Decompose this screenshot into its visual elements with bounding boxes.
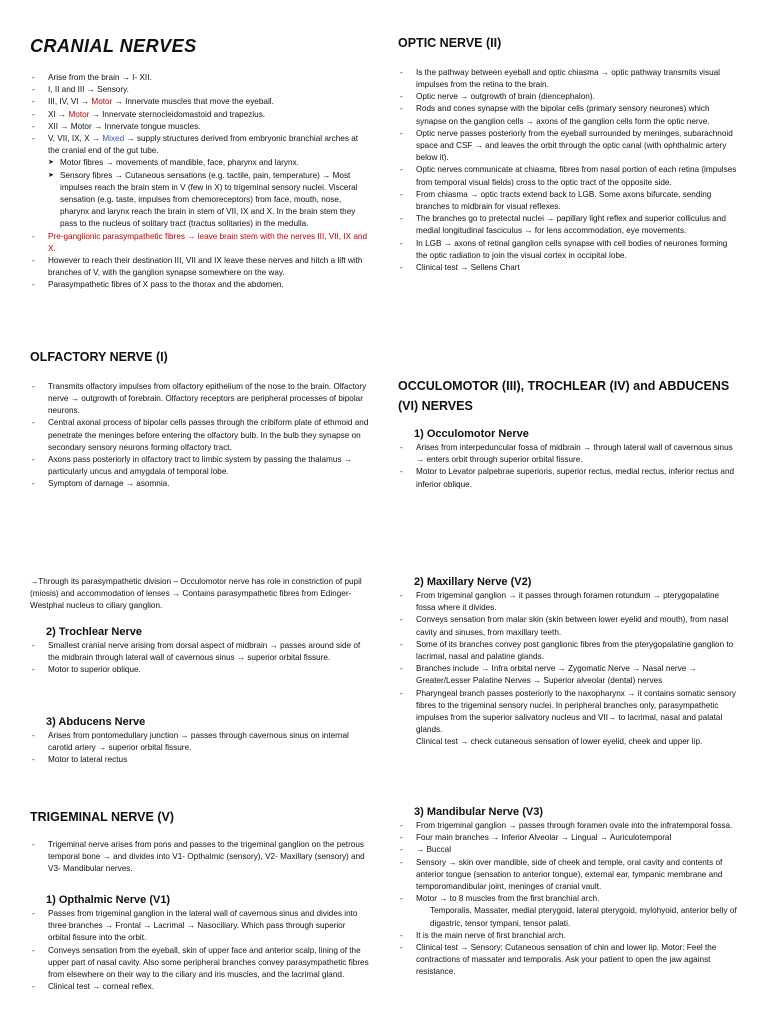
- list-item: - Four main branches → Inferior Alveolar → Lingual → Auriculotemporal: [398, 832, 738, 844]
- list-item: - Smallest cranial nerve arising from dorsal aspect of midbrain → passes around side of the midbrain through lateral wall of cavernous sinus → superior orbital fissure.: [30, 640, 370, 664]
- list-item: - Sensory → skin over mandible, side of cheek and temple, oral cavity and contents of anterior tongue (sensation to anterior tongue), external ear, tympanic membrane and temporomandibular joint, meninges of cranial vault.: [398, 857, 738, 894]
- list-item: - → Buccal: [398, 844, 738, 856]
- intro-list: [30, 72, 370, 157]
- olfactory-section: [30, 348, 370, 491]
- subsection-heading: 2) Trochlear Nerve: [46, 626, 142, 638]
- section-heading: OLFACTORY NERVE (I): [30, 350, 168, 364]
- subsection-heading: 1) Occulomotor Nerve: [414, 428, 529, 440]
- list-item: - In LGB → axons of retinal ganglion cells synapse with cell bodies of neurones forming the optic radiation to join the visual cortex in occipital lobe.: [398, 238, 738, 262]
- section-heading: TRIGEMINAL NERVE (V): [30, 810, 174, 824]
- list-item: - Some of its branches convey post ganglionic fibres from the pterygopalatine ganglion to lacrimal, nasal and palatine glands.: [398, 639, 738, 663]
- list-item: - Optic nerves communicate at chiasma, fibres from nasal portion of each retina (impulses from temporal visual fields) cross to the optic tract of the opposite side.: [398, 164, 738, 188]
- list-item: - Optic nerve → outgrowth of brain (diencephalon).: [398, 91, 738, 103]
- list-item: - Axons pass posteriorly in olfactory tract to limbic system by passing the thalamus → particularly uncus and amygdala of temporal lobe.: [30, 454, 370, 478]
- occulomotor-group-section: [398, 376, 738, 416]
- mandibular-list-cont: [398, 930, 738, 979]
- list-item: - Clinical test → Sensory: Cutaneous sensation of chin and lower lip. Motor: Feel the contractions of massater and temporalis. Ask your patient to open the jaw against resistance.: [398, 942, 738, 979]
- list-item: - Motor to superior oblique.: [30, 664, 370, 676]
- list-item: - Pre-ganglionic parasympathetic fibres → leave brain stem with the nerves III, VII, IX and X.: [30, 231, 370, 255]
- list-item: - Optic nerve passes posteriorly from the eyeball surrounded by meninges, subarachnoid space and CSF → and leaves the orbit through the optic canal (with ophthalmic artery below it).: [398, 128, 738, 165]
- optic-list: [398, 67, 738, 274]
- list-item: - From chiasma → optic tracts extend back to LGB. Some axons bifurcate, sending branches to midbrain for visual reflexes.: [398, 189, 738, 213]
- list-item: - III, IV, VI → Motor → Innervate muscles that move the eyeball.: [30, 96, 370, 108]
- list-item: - Motor to lateral rectus: [30, 754, 370, 766]
- list-item: - Symptom of damage → asomnia.: [30, 478, 370, 490]
- intro-list-cont: [30, 231, 370, 292]
- subsection-heading: 3) Mandibular Nerve (V3): [414, 806, 543, 818]
- list-item: - Arises from pontomedullary junction → passes through cavernous sinus on internal carotid artery → superior orbital fissure.: [30, 730, 370, 754]
- subsection-heading: 3) Abducens Nerve: [46, 716, 146, 728]
- list-item: - Motor to Levator palpebrae superioris, superior rectus, medial rectus, inferior rectus and inferior oblique.: [398, 466, 738, 490]
- maxillary-list: [398, 590, 738, 736]
- mixed-label: Mixed: [102, 134, 125, 144]
- trochlear-list: [30, 640, 370, 677]
- list-item: - The branches go to pretectal nuclei → papillary light reflex and superior colliculus and medial longitudinal fasciculus → for lens accommodation, eye movements.: [398, 213, 738, 237]
- list-item: - Clinical test → Sellens Chart: [398, 262, 738, 274]
- paragraph: →Through its parasympathetic division – Occulomotor nerve has role in constriction of pupil (miosis) and accommodation of lenses → Contains parasympathetic fibres from Edinger-Westphal nucleus to ciliary ganglion.: [30, 577, 362, 611]
- list-item: ➤ Sensory fibres → Cutaneous sensations (e.g. tactile, pain, temperature) → Most impulses reach the brain stem in V (few in X) to trigeminal sensory nuclei. Visceral sensation (e.g. taste, impulses from chemoreceptors) from face, mouth, nose, pharynx and larynx reach the brain in stem of VII, IX and X. In the brain stem they pass to the nucleus of solitary tract (tractus solitaries) in the medulla.: [30, 170, 370, 231]
- oculo-para-section: [30, 576, 370, 613]
- list-item: - Trigeminal nerve arises from pons and passes to the trigeminal ganglion on the petrous temporal bone → and divides into V1- Opthalmic (sensory), V2- Maxillary (sensory) and V3- Mandibular nerves.: [30, 839, 370, 876]
- clinical-test: Clinical test → check cutaneous sensation of lower eyelid, cheek and upper lip.: [416, 737, 703, 747]
- abducens-section: [30, 716, 370, 767]
- trochlear-section: [30, 626, 370, 677]
- intro-section: [30, 72, 370, 292]
- page-title: CRANIAL NERVES: [30, 36, 197, 56]
- list-item: - However to reach their destination III, VII and IX leave these nerves and hitch a lift with branches of V, with the ganglion synapse somewhere on the way.: [30, 255, 370, 279]
- list-item: - Conveys sensation from the eyeball, skin of upper face and anterior scalp, lining of the upper part of nasal cavity. Also some peripheral branches convey parasympathetic fibres from elsewhere on their way to the ciliary and iris muscles, and the lacrimal gland.: [30, 945, 370, 982]
- mandibular-section: [398, 806, 738, 979]
- list-item: - It is the main nerve of first branchial arch.: [398, 930, 738, 942]
- list-item: - From trigeminal ganglion → passes through foramen ovale into the infratemporal fossa.: [398, 820, 738, 832]
- trigeminal-section: [30, 808, 370, 875]
- mandibular-list: [398, 820, 738, 905]
- optic-section: [398, 34, 738, 274]
- list-item: - XI → Motor → Innervate sternocleidomastoid and trapezius.: [30, 109, 370, 121]
- list-item: ➤ Motor fibres → movements of mandible, face, pharynx and larynx.: [30, 157, 370, 169]
- motor-label: Motor: [91, 97, 113, 107]
- list-item: - From trigeminal ganglion → it passes through foramen rotundum → pterygopalatine fossa where it divides.: [398, 590, 738, 614]
- occulomotor-list: [398, 442, 738, 491]
- list-item: - Transmits olfactory impulses from olfactory epithelium of the nose to the brain. Olfactory nerve → outgrowth of forebrain. Olfactory receptors are peripheral processes of bipolar neurons.: [30, 381, 370, 418]
- intro-sublist: [30, 157, 370, 230]
- list-item: - Is the pathway between eyeball and optic chiasma → optic pathway transmits visual impulses from the retina to the brain.: [398, 67, 738, 91]
- maxillary-section: [398, 576, 738, 749]
- subsection-heading: 1) Opthalmic Nerve (V1): [46, 894, 171, 906]
- list-item: - V, VII, IX, X → Mixed → supply structures derived from embryonic branchial arches at the cranial end of the gut tube.: [30, 133, 370, 157]
- list-item: - Branches include → Infra orbital nerve → Zygomatic Nerve → Nasal nerve → Greater/Lesser Palatine Nerves → Superior alveolar (dental) nerves: [398, 663, 738, 687]
- trigeminal-list: [30, 839, 370, 876]
- section-heading: OCCULOMOTOR (III), TROCHLEAR (IV) and ABDUCENS (VI) NERVES: [398, 379, 730, 413]
- motor-label: Motor: [68, 109, 90, 119]
- ophthalmic-list: [30, 908, 370, 993]
- list-item: - Arise from the brain → I- XII.: [30, 72, 370, 84]
- list-item: - I, II and III → Sensory.: [30, 84, 370, 96]
- muscle-list: Temporalis, Massater, medial pterygoid, lateral pterygoid, mylohyoid, anterior belly of digastric, tensor tympani, tensor palati.: [430, 906, 737, 928]
- ophthalmic-section: [30, 894, 370, 993]
- list-item: - Clinical test → corneal reflex.: [30, 981, 370, 993]
- list-item: - Parasympathetic fibres of X pass to the thorax and the abdomen.: [30, 279, 370, 291]
- list-item: - Pharyngeal branch passes posteriorly to the naxopharynx → it contains somatic sensory fibres to the trigeminal sensory nuclei. In peripheral branches only, parasympathetic impulses from the superior salivatory nucleus and VII→ to lacrimal, nasal and palatal glands.: [398, 688, 738, 737]
- list-item: - Central axonal process of bipolar cells passes through the cribiform plate of ethmoid and penetrate the meninges before entering the olfactory bulb. In the bulb they synapse on secondary sensory neurons forming olfactory tract.: [30, 417, 370, 454]
- list-item: - Rods and cones synapse with the bipolar cells (primary sensory neurones) which synapse on the ganglion cells → axons of the ganglion cells form the optic nerve.: [398, 103, 738, 127]
- section-heading: OPTIC NERVE (II): [398, 36, 502, 50]
- occulomotor-section: [398, 428, 738, 491]
- left-column-top: [30, 36, 370, 57]
- list-item: - Conveys sensation from malar skin (skin between lower eyelid and mouth), from nasal cavity and sinuses, from maxillary teeth.: [398, 614, 738, 638]
- abducens-list: [30, 730, 370, 767]
- list-item: - Passes from trigeminal ganglion in the lateral wall of cavernous sinus and divides into three branches → Frontal → Lacrimal → Nasociliary. Which pass through superior orbital fissure into the orbit.: [30, 908, 370, 945]
- list-item: - Motor → to 8 muscles from the first branchial arch.: [398, 893, 738, 905]
- list-item: - Arises from interpeduncular fossa of midbrain → through lateral wall of cavernous sinus → enters orbit through superior orbital fissure.: [398, 442, 738, 466]
- list-item: - XII → Motor → Innervate tongue muscles.: [30, 121, 370, 133]
- subsection-heading: 2) Maxillary Nerve (V2): [414, 576, 532, 588]
- olfactory-list: [30, 381, 370, 491]
